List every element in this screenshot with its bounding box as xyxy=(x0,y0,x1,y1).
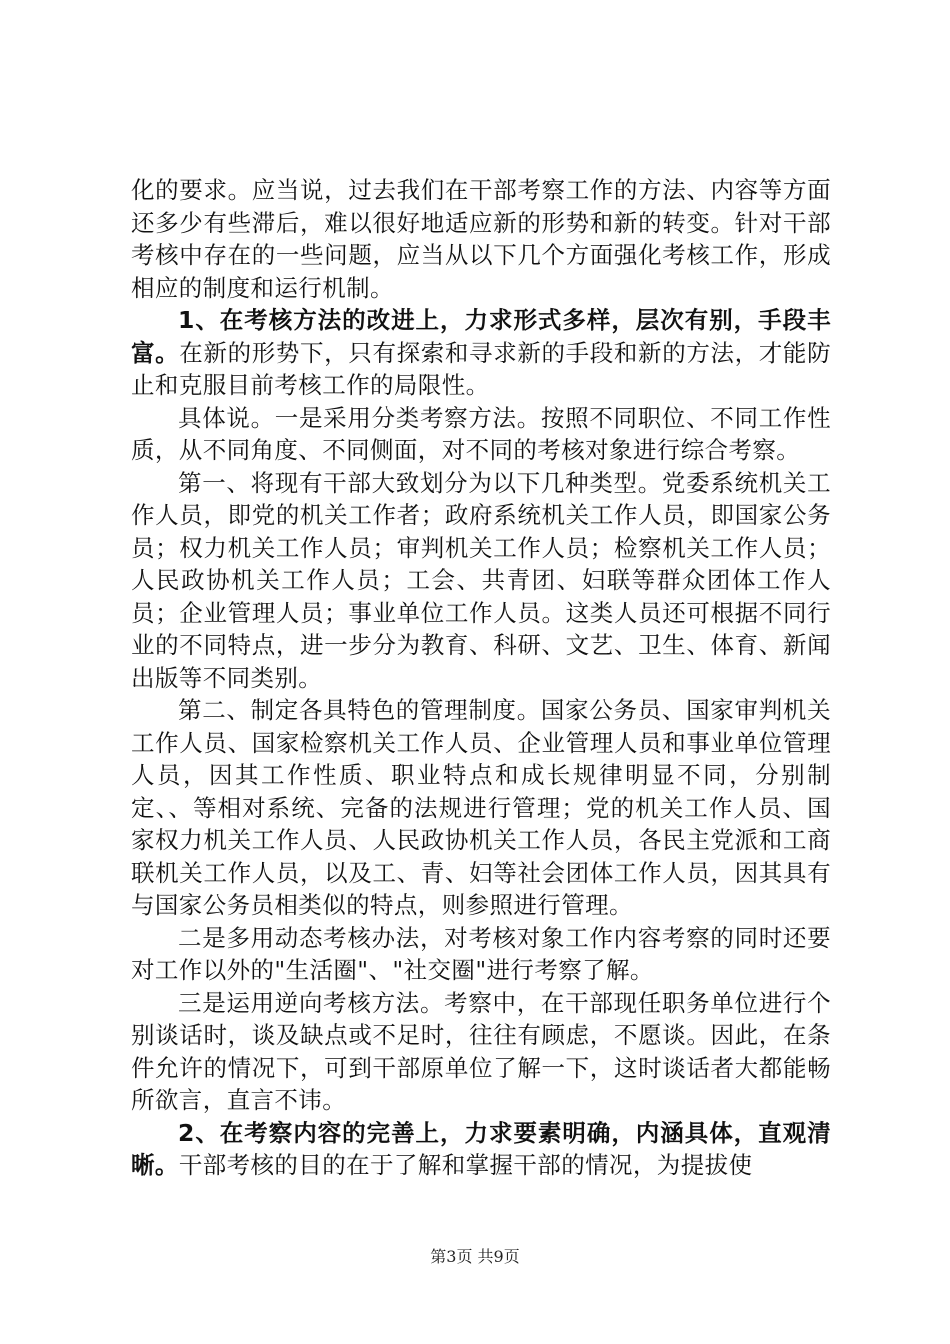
page-footer: 第3页 共9页 xyxy=(430,1247,520,1266)
paragraph-2 xyxy=(131,304,831,402)
section-heading-1: 1、在考核方法的改进上，力求形式多样，层次有别，手段丰富。 xyxy=(131,306,831,367)
document-body xyxy=(131,174,831,1182)
section-heading-2: 2、在考察内容的完善上，力求要素明确，内涵具体，直观清晰。 xyxy=(131,1118,831,1179)
paragraph-6: 二是多用动态考核办法，对考核对象工作内容考察的同时还要对工作以外的"生活圈"、"社交圈"进行考察了解。 xyxy=(131,923,831,984)
paragraph-2-body: 在新的形势下，只有探索和寻求新的手段和新的方法，才能防止和克服目前考核工作的局限性。 xyxy=(131,338,831,399)
paragraph-5: 第二、制定各具特色的管理制度。国家公务员、国家审判机关工作人员、国家检察机关工作人员、企业管理人员和事业单位管理人员，因其工作性质、职业特点和成长规律明显不同，分别制定、、等相对系统、完备的法规进行管理；党的机关工作人员、国家权力机关工作人员、人民政协机关工作人员，各民主党派和工商联机关工作人员，以及工、青、妇等社会团体工作人员，因其具有与国家公务员相类似的特点，则参照进行管理。 xyxy=(131,696,831,919)
paragraph-8 xyxy=(131,1117,831,1182)
paragraph-3: 具体说。一是采用分类考察方法。按照不同职位、不同工作性质，从不同角度、不同侧面，对不同的考核对象进行综合考察。 xyxy=(131,403,831,464)
paragraph-4: 第一、将现有干部大致划分为以下几种类型。党委系统机关工作人员，即党的机关工作者；政府系统机关工作人员，即国家公务员；权力机关工作人员；审判机关工作人员；检察机关工作人员；人民政协机关工作人员；工会、共青团、妇联等群众团体工作人员；企业管理人员；事业单位工作人员。这类人员还可根据不同行业的不同特点，进一步分为教育、科研、文艺、卫生、体育、新闻出版等不同类别。 xyxy=(131,468,831,692)
paragraph-8-body: 干部考核的目的在于了解和掌握干部的情况，为提拔使 xyxy=(178,1151,753,1179)
paragraph-7: 三是运用逆向考核方法。考察中，在干部现任职务单位进行个别谈话时，谈及缺点或不足时，往往有顾虑，不愿谈。因此，在条件允许的情况下，可到干部原单位了解一下，这时谈话者大都能畅所欲言，直言不讳。 xyxy=(131,988,831,1114)
paragraph-1: 化的要求。应当说，过去我们在干部考察工作的方法、内容等方面还多少有些滞后，难以很好地适应新的形势和新的转变。针对干部考核中存在的一些问题，应当从以下几个方面强化考核工作，形成相应的制度和运行机制。 xyxy=(131,176,831,302)
